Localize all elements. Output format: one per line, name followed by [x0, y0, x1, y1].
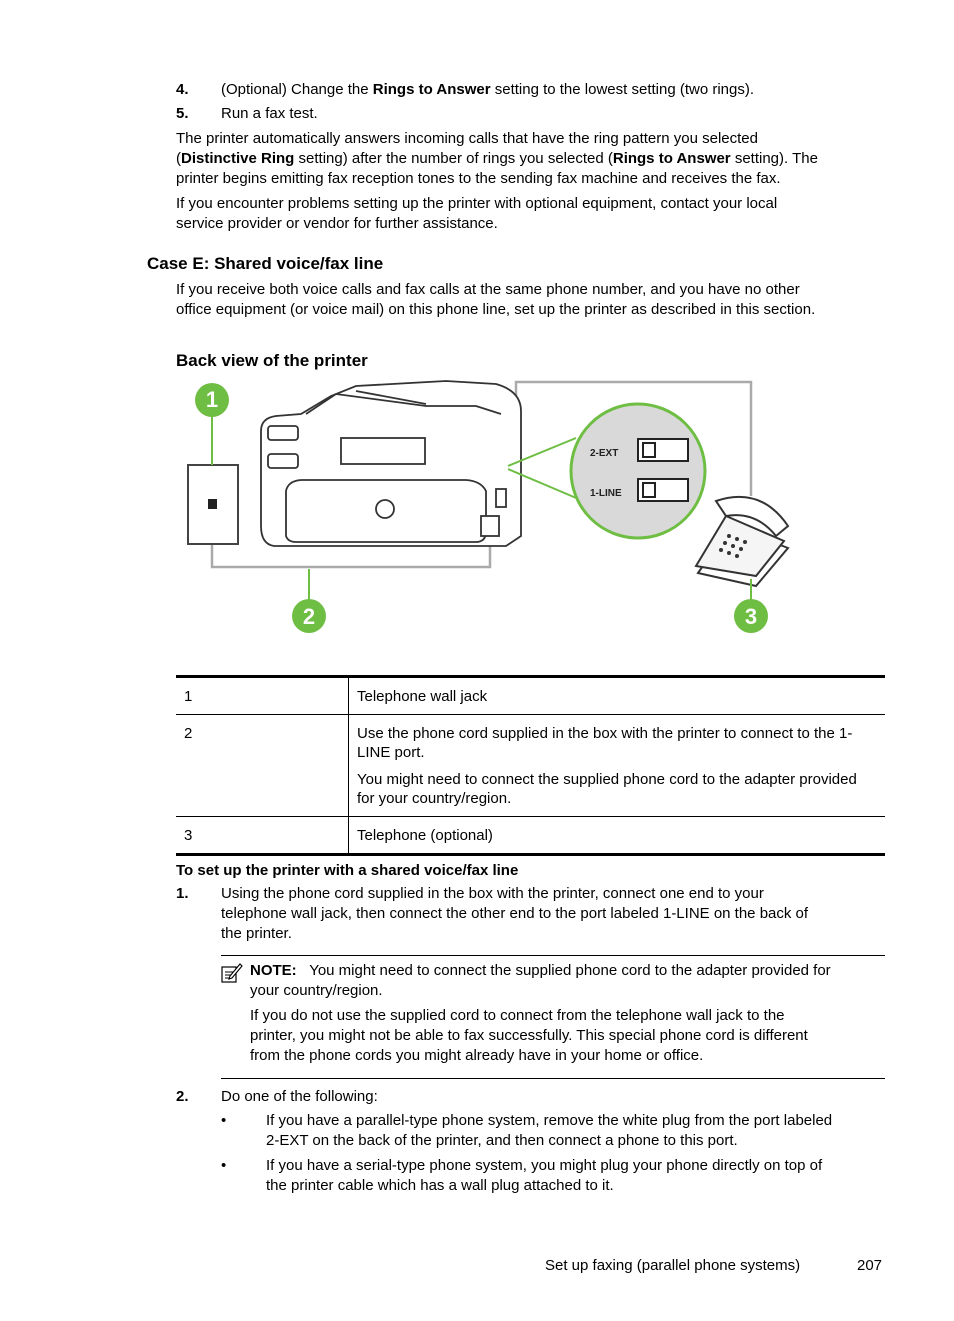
note-paragraph-2: If you do not use the supplied cord to connect from the telephone wall jack to the printer, you might not be able to fax successfully. This special phone cord is different from the phone cords you might already have in your home or office.: [250, 1007, 808, 1064]
bullet-serial: If you have a serial-type phone system, you might plug your phone directly on top of the printer cable which has a wall plug attached to it.: [266, 1157, 823, 1194]
callout-3: [734, 599, 768, 633]
callout-1: [195, 383, 229, 417]
note-text: NOTE: You might need to connect the supplied phone cord to the adapter provided for your country/region.: [250, 962, 831, 999]
printer-connection-diagram: [176, 376, 816, 641]
step-2-text: Do one of the following:: [221, 1088, 378, 1105]
legend-number: 3: [176, 817, 349, 855]
legend-description: Telephone wall jack: [357, 688, 488, 705]
case-e-intro: If you receive both voice calls and fax calls at the same phone number, and you have no other office equipment (or voice mail) on this phone line, set up the printer as described in this section.: [176, 281, 816, 318]
step-4-number: 4.: [176, 81, 189, 98]
svg-text:3: 3: [744, 604, 758, 629]
problems-paragraph: If you encounter problems setting up the printer with optional equipment, contact your local service provider or vendor for further assistance.: [176, 195, 778, 232]
note-top-rule: [221, 955, 885, 956]
bullet-symbol: •: [221, 1112, 227, 1129]
svg-text:2: 2: [302, 604, 316, 629]
port-line-icon: [638, 479, 688, 501]
wall-jack-icon: [188, 465, 238, 544]
port-zoom-circle: [571, 404, 705, 538]
bullet-symbol: •: [221, 1157, 227, 1174]
legend-description: Use the phone cord supplied in the box with the printer to connect to the 1-LINE port. You might need to connect the supplied phone cord to the adapter provided for your country/region.: [357, 725, 857, 807]
table-row: [176, 817, 885, 855]
step-5-number: 5.: [176, 105, 189, 122]
figure-legend-table: [176, 675, 885, 856]
callout-2: [292, 599, 326, 633]
bullet-parallel: If you have a parallel-type phone system, remove the white plug from the port labeled 2-EXT on the back of the printer, and then connect a phone to this port.: [266, 1112, 833, 1149]
note-icon: [221, 963, 243, 983]
legend-number: 1: [176, 677, 349, 715]
step-1-number: 1.: [176, 885, 189, 902]
step-5-text: Run a fax test.: [221, 105, 318, 122]
note-bottom-rule: [221, 1078, 885, 1079]
figure-heading: Back view of the printer: [176, 351, 368, 370]
port-label-line: 1-LINE: [590, 488, 622, 499]
table-row: [176, 677, 885, 715]
legend-number: 2: [176, 715, 349, 817]
telephone-icon: [696, 497, 788, 586]
port-label-ext: 2-EXT: [590, 448, 619, 459]
step-1-text: Using the phone cord supplied in the box with the printer, connect one end to your telephone wall jack, then connect the other end to the port labeled 1-LINE on the back of the printer.: [221, 885, 809, 942]
table-row: [176, 715, 885, 817]
step-4-text: (Optional) Change the Rings to Answer setting to the lowest setting (two rings).: [221, 81, 755, 98]
page-number: 207: [857, 1257, 883, 1274]
svg-text:1: 1: [205, 387, 219, 412]
case-e-heading: Case E: Shared voice/fax line: [147, 254, 384, 273]
port-ext-icon: [638, 439, 688, 461]
step-2-number: 2.: [176, 1088, 189, 1105]
printer-back-icon: [261, 381, 521, 546]
footer-section-title: Set up faxing (parallel phone systems): [545, 1257, 801, 1274]
procedure-title: To set up the printer with a shared voice/fax line: [176, 862, 519, 879]
legend-description: Telephone (optional): [357, 827, 493, 844]
auto-answer-paragraph: The printer automatically answers incoming calls that have the ring pattern you selected (Distinctive Ring setting) after the number of rings you selected (Rings to Answer setting). The printer begins emitting fax reception tones to the sending fax machine and receives the fax.: [176, 130, 818, 187]
